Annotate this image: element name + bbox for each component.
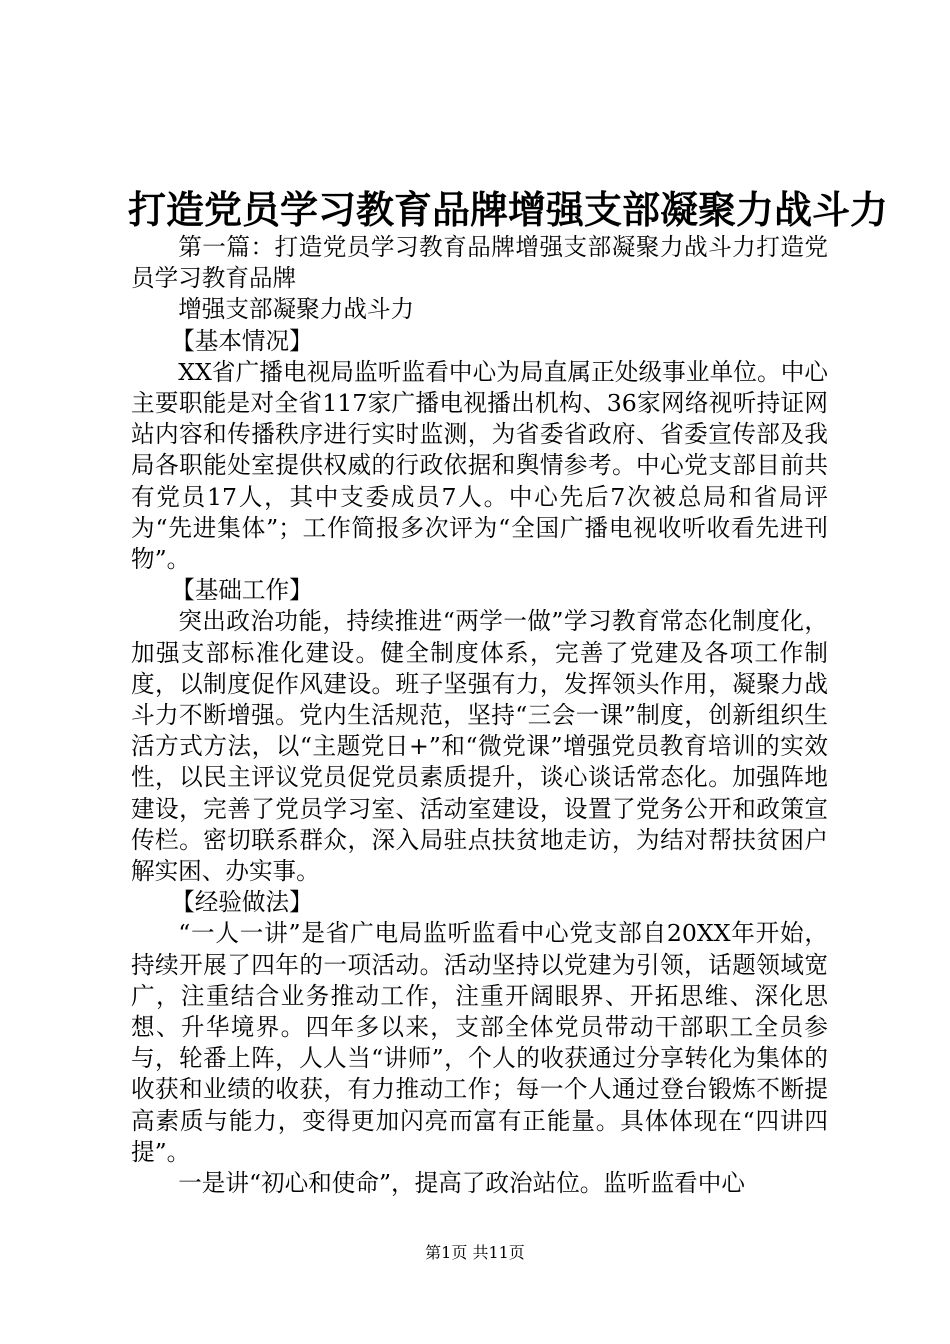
section-text-foundation-work: 突出政治功能，持续推进“两学一做”学习教育常态化制度化，加强支部标准化建设。健全制度体系，完善了党建及各项工作制度，以制度促作风建设。班子坚强有力，发挥领头作用，凝聚力战斗力不断增强。党内生活规范，坚持“三会一课”制度，创新组织生活方式方法，以“主题党日+”和“微党课”增强党员教育培训的实效性，以民主评议党员促党员素质提升，谈心谈话常态化。加强阵地建设，完善了党员学习室、活动室建设，设置了党务公开和政策宣传栏。密切联系群众，深入局驻点扶贫地走访，为结对帮扶贫困户解实困、办实事。 — [131, 607, 828, 886]
section-text-experience: “一人一讲”是省广电局监听监看中心党支部自20XX年开始，持续开展了四年的一项活动。活动坚持以党建为引领，话题领域宽广，注重结合业务推动工作，注重开阔眼界、开拓思维、深化思想、升华境界。四年多以来，支部全体党员带动干部职工全员参与，轮番上阵，人人当“讲师”，个人的收获通过分享转化为集体的收获和业绩的收获，有力推动工作；每一个人通过登台锻炼不断提高素质与能力，变得更加闪亮而富有正能量。具体体现在“四讲四提”。 — [131, 919, 828, 1166]
document-body — [131, 232, 828, 1199]
page-footer: 第1页 共11页 — [425, 1243, 525, 1262]
document-title: 打造党员学习教育品牌增强支部凝聚力战斗力 — [128, 187, 889, 232]
intro-paragraph: 第一篇：打造党员学习教育品牌增强支部凝聚力战斗力打造党员学习教育品牌 — [131, 233, 828, 293]
section-text-basic-info: XX省广播电视局监听监看中心为局直属正处级事业单位。中心主要职能是对全省117家广播电视播出机构、36家网络视听持证网站内容和传播秩序进行实时监测，为省委省政府、省委宣传部及我局各职能处室提供权威的行政依据和舆情参考。中心党支部目前共有党员17人，其中支委成员7人。中心先后7次被总局和省局评为“先进集体”；工作简报多次评为“全国广播电视收听收看先进刊物”。 — [131, 357, 828, 574]
section-heading-basic-info: 【基本情况】 — [171, 326, 313, 355]
section-heading-experience: 【经验做法】 — [171, 888, 313, 917]
section-heading-foundation-work: 【基础工作】 — [171, 576, 313, 605]
last-paragraph: 一是讲“初心和使命”，提高了政治站位。监听监看中心 — [178, 1169, 745, 1198]
intro-paragraph-continued: 增强支部凝聚力战斗力 — [178, 295, 415, 324]
